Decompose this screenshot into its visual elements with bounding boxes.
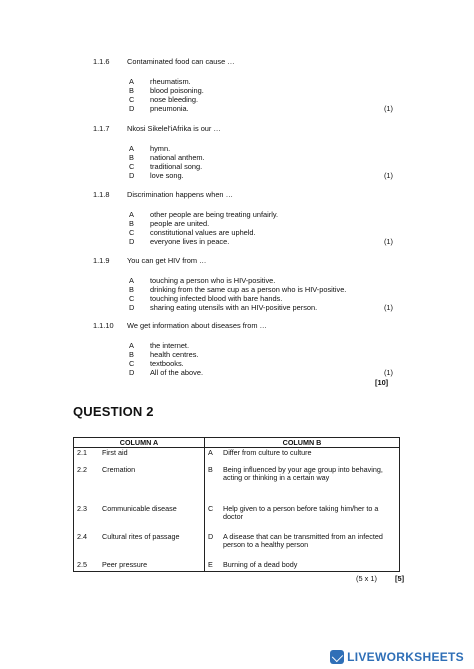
option-d <box>129 104 189 114</box>
option-text: sharing eating utensils with an HIV-positive person. <box>150 303 318 312</box>
option-text: everyone lives in peace. <box>150 237 230 246</box>
question-1-1-7 <box>93 124 393 194</box>
option-letter: C <box>129 95 135 104</box>
column-b-item: Help given to a person before taking him/her to a doctor <box>220 504 400 532</box>
option-letter: B <box>129 285 134 294</box>
mark: (1) <box>383 303 393 312</box>
table-row <box>74 560 400 572</box>
option-letter: A <box>129 144 134 153</box>
option-letter: D <box>129 104 135 113</box>
table-row <box>74 532 400 560</box>
option-text: constitutional values are upheld. <box>150 228 256 237</box>
option-text: nose bleeding. <box>150 95 199 104</box>
column-b-letter: B <box>208 464 213 474</box>
option-letter: C <box>129 359 135 368</box>
option-text: blood poisoning. <box>150 86 204 95</box>
column-b-letter: D <box>208 531 214 541</box>
option-text: national anthem. <box>150 153 205 162</box>
option-text: drinking from the same cup as a person who is HIV-positive. <box>150 285 347 294</box>
matching-table <box>73 437 400 572</box>
column-b-item: Burning of a dead body <box>220 560 400 572</box>
option-text: other people are being treating unfairly. <box>150 210 279 219</box>
column-b-header: COLUMN B <box>205 438 400 448</box>
column-a-item: First aid <box>99 448 205 465</box>
option-d <box>129 237 229 247</box>
question-stem: Contaminated food can cause … <box>127 57 235 66</box>
option-letter: D <box>129 171 135 180</box>
column-b-letter: C <box>208 503 214 513</box>
option-text: hymn. <box>150 144 171 153</box>
column-a-item: Cultural rites of passage <box>99 532 205 560</box>
mark: (1) <box>383 171 393 180</box>
option-letter: B <box>129 219 134 228</box>
option-letter: A <box>129 276 134 285</box>
option-letter: A <box>129 210 134 219</box>
option-text: health centres. <box>150 350 199 359</box>
option-d <box>129 303 317 313</box>
option-text: touching a person who is HIV-positive. <box>150 276 276 285</box>
option-text: traditional song. <box>150 162 203 171</box>
question-2-heading: QUESTION 2 <box>73 404 154 419</box>
option-letter: B <box>129 153 134 162</box>
section-total: [10] <box>375 378 389 387</box>
table-row <box>74 504 400 532</box>
liveworksheets-logo-icon <box>330 650 344 664</box>
column-b-letter: A <box>208 448 213 457</box>
column-a-item: Peer pressure <box>99 560 205 572</box>
option-letter: A <box>129 77 134 86</box>
option-d <box>129 171 184 181</box>
row-number: 2.1 <box>74 448 100 465</box>
row-number: 2.4 <box>74 532 100 560</box>
option-letter: D <box>129 237 135 246</box>
question-stem: You can get HIV from … <box>127 256 207 265</box>
option-text: pneumonia. <box>150 104 189 113</box>
mark-total: [5] <box>395 574 405 583</box>
column-b-letter: E <box>205 560 221 572</box>
row-number: 2.2 <box>74 465 100 504</box>
option-text: All of the above. <box>150 368 204 377</box>
question-1-1-10 <box>93 321 393 391</box>
question-number: 1.1.10 <box>93 321 114 330</box>
question-stem: We get information about diseases from … <box>127 321 267 330</box>
question-number: 1.1.6 <box>93 57 110 66</box>
column-b-item: Differ from culture to culture <box>220 448 400 465</box>
column-a-header: COLUMN A <box>74 438 205 448</box>
question-number: 1.1.7 <box>93 124 110 133</box>
option-text: textbooks. <box>150 359 184 368</box>
question-number: 1.1.8 <box>93 190 110 199</box>
option-letter: D <box>129 303 135 312</box>
option-letter: B <box>129 86 134 95</box>
question-stem: Nkosi Sikelel'iAfrika is our … <box>127 124 221 133</box>
option-letter: C <box>129 294 135 303</box>
column-a-item: Communicable disease <box>99 504 205 532</box>
footer <box>0 647 474 669</box>
question-1-1-6 <box>93 57 393 127</box>
mark: (1) <box>383 237 393 246</box>
mark: (1) <box>383 368 393 377</box>
mark: (1) <box>383 104 393 113</box>
option-letter: D <box>129 368 135 377</box>
option-text: rheumatism. <box>150 77 191 86</box>
option-text: people are united. <box>150 219 210 228</box>
option-letter: C <box>129 228 135 237</box>
question-1-1-8 <box>93 190 393 260</box>
question-1-1-9 <box>93 256 393 326</box>
option-letter: A <box>129 341 134 350</box>
option-letter: B <box>129 350 134 359</box>
liveworksheets-logo[interactable] <box>330 650 464 664</box>
column-a-item: Cremation <box>99 465 205 504</box>
option-text: love song. <box>150 171 184 180</box>
column-b-item: Being influenced by your age group into behaving, acting or thinking in a certain way <box>220 465 400 504</box>
column-b-item: A disease that can be transmitted from an infected person to a healthy person <box>220 532 400 560</box>
brand-name: LIVEWORKSHEETS <box>347 650 464 664</box>
row-number: 2.5 <box>74 560 100 572</box>
question-stem: Discrimination happens when … <box>127 190 233 199</box>
option-text: touching infected blood with bare hands. <box>150 294 283 303</box>
row-number: 2.3 <box>74 504 100 532</box>
table-row <box>74 448 400 465</box>
option-letter: C <box>129 162 135 171</box>
option-d <box>129 368 203 378</box>
question-number: 1.1.9 <box>93 256 110 265</box>
option-text: the internet. <box>150 341 190 350</box>
table-row <box>74 465 400 504</box>
mark-calculation: (5 x 1) <box>356 574 377 583</box>
